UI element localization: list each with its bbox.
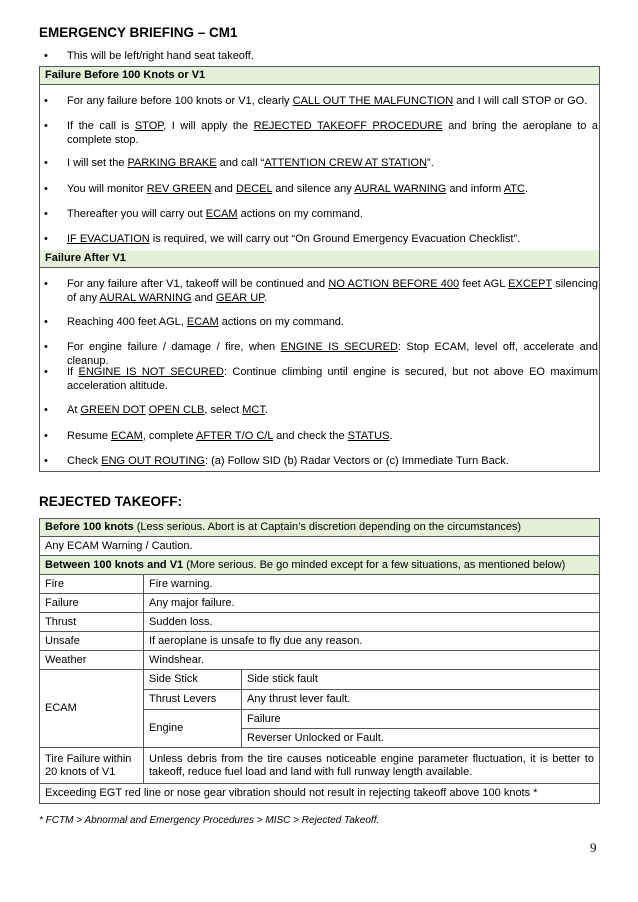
bullet-icon: • — [44, 430, 48, 442]
table-row: Thrust Sudden loss. — [40, 613, 600, 632]
table-row: Failure Any major failure. — [40, 594, 600, 613]
footnote: * FCTM > Abnormal and Emergency Procedures > MISC > Rejected Takeoff. — [39, 815, 380, 826]
bullet-icon: • — [44, 183, 48, 195]
bullet-icon: • — [44, 316, 48, 328]
table-row: Unsafe If aeroplane is unsafe to fly due any reason. — [40, 632, 600, 651]
table-row: Reverser Unlocked or Fault. — [40, 729, 600, 748]
table-row: Exceeding EGT red line or nose gear vibration should not result in rejecting takeoff above 100 knots * — [40, 784, 600, 804]
bullet-icon: • — [44, 341, 48, 353]
table-row: Thrust Levers Any thrust lever fault. — [40, 690, 600, 710]
bullet-icon: • — [44, 404, 48, 416]
bullet-icon: • — [44, 95, 48, 107]
table-row: Weather Windshear. — [40, 651, 600, 670]
bullet-icon: • — [44, 157, 48, 169]
table-row: Any ECAM Warning / Caution. — [40, 537, 600, 556]
bullet-icon: • — [44, 208, 48, 220]
page-number: 9 — [590, 840, 597, 855]
page-title: EMERGENCY BRIEFING – CM1 — [39, 25, 238, 40]
bullet-icon: • — [44, 366, 48, 378]
section-header: Failure After V1 — [40, 250, 599, 268]
rejected-takeoff-title: REJECTED TAKEOFF: — [39, 494, 183, 509]
bullet-icon: • — [44, 50, 48, 62]
bullet-icon: • — [44, 120, 48, 132]
bullet-icon: • — [44, 233, 48, 245]
table-row: Tire Failure within 20 knots of V1 Unless debris from the tire causes noticeable engine parameter fluctuation, it is better to takeoff, reduce fuel load and land with full runway length available. — [40, 748, 600, 784]
table-row: ECAM Side Stick Side stick fault — [40, 670, 600, 690]
intro-text: This will be left/right hand seat takeoff. — [67, 50, 254, 62]
table-row: Before 100 knots (Less serious. Abort is at Captain’s discretion depending on the circumstances) — [40, 519, 600, 537]
bullet-icon: • — [44, 278, 48, 290]
table-row: Between 100 knots and V1 (More serious. Be go minded except for a few situations, as mentioned below) — [40, 556, 600, 575]
table-row: Engine Failure — [40, 710, 600, 729]
section-header: Failure Before 100 Knots or V1 — [40, 67, 599, 85]
table-row: Fire Fire warning. — [40, 575, 600, 594]
bullet-icon: • — [44, 455, 48, 467]
rejected-takeoff-table — [39, 518, 600, 804]
